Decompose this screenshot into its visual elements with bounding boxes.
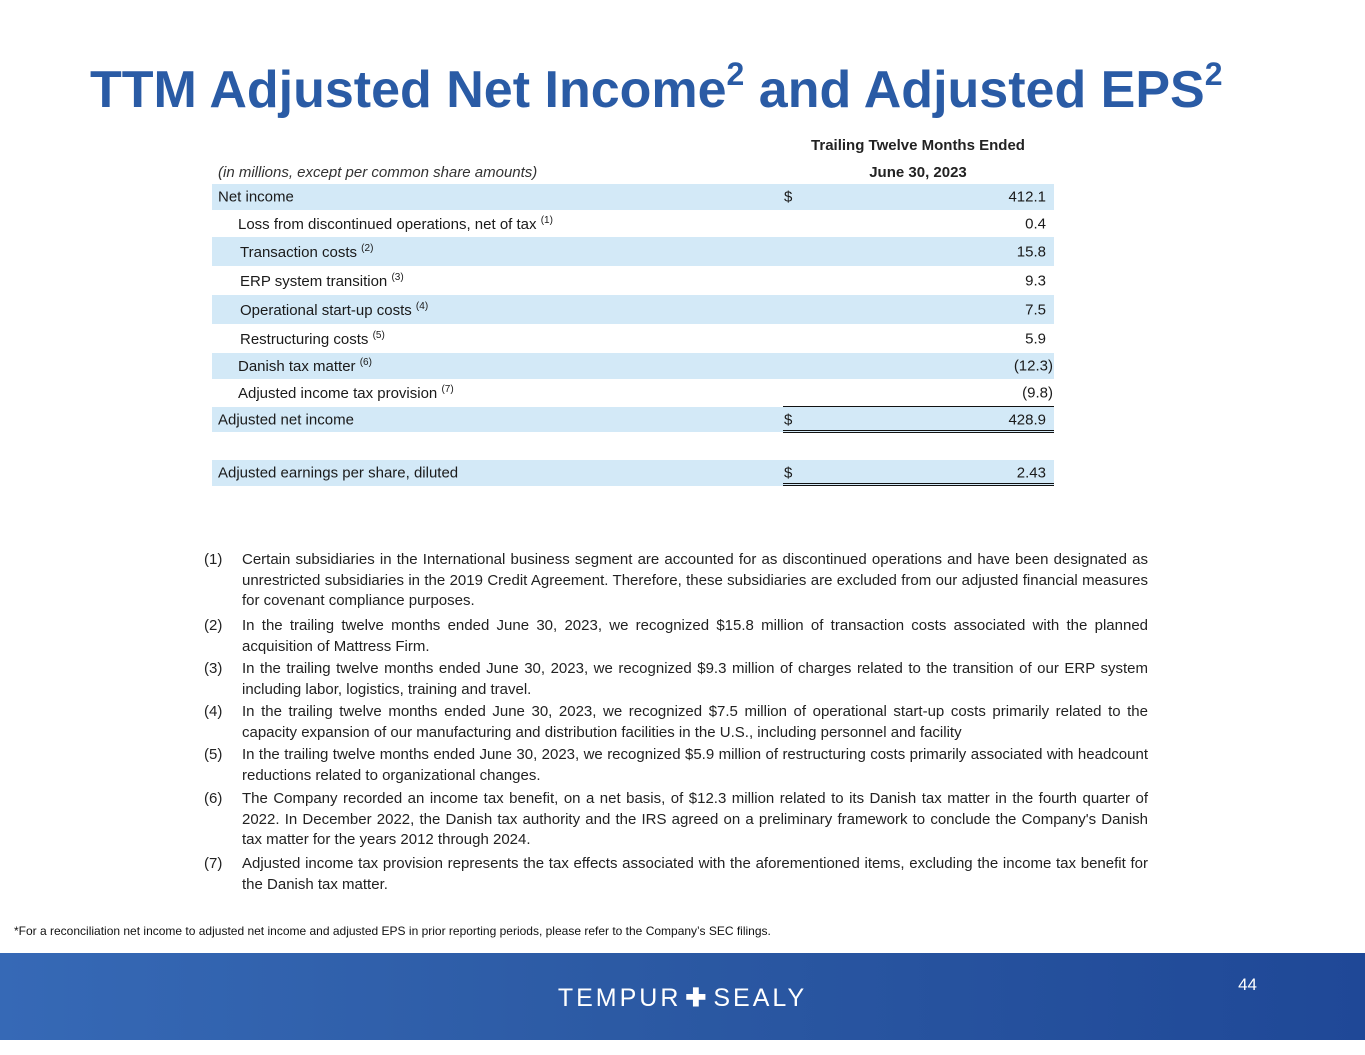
table-row: [212, 407, 1054, 432]
table-row: [212, 295, 1054, 324]
title-superscript: 2: [726, 56, 745, 92]
row-value: 2.43: [1016, 464, 1046, 482]
row-value: 7.5: [1025, 301, 1046, 318]
footnote-item: [204, 550, 1148, 612]
row-label: Adjusted earnings per share, diluted: [218, 464, 459, 482]
row-label: Net income: [218, 188, 294, 206]
table-row: [212, 353, 1054, 379]
row-value: (12.3): [1013, 357, 1053, 375]
table-row: [212, 237, 1054, 266]
row-footnote-ref: (2): [361, 242, 374, 254]
page-number: 44: [1238, 975, 1257, 994]
footnote-text: Adjusted income tax provision represents the tax effects associated with the aforementioned items, excluding the income tax benefit for the Danish tax matter.: [242, 855, 1148, 893]
table-row: [212, 266, 1054, 295]
table-row: [212, 210, 1054, 237]
footnote-item: [204, 659, 1148, 700]
currency-symbol: $: [784, 188, 793, 206]
table-row: [212, 379, 1054, 406]
sec-filings-footnote: *For a reconciliation net income to adjusted net income and adjusted EPS in prior reporting periods, please refer to the Company’s SEC filings.: [14, 924, 771, 938]
row-label: Restructuring costs $^{(5)}$: [240, 329, 385, 348]
row-label: Transaction costs $^{(2)}$: [240, 242, 374, 261]
row-footnote-ref: (5): [372, 329, 385, 341]
row-value: 5.9: [1025, 330, 1046, 347]
total-double-rule: [783, 430, 1054, 433]
row-value: 412.1: [1008, 188, 1046, 206]
footnote-text: In the trailing twelve months ended June 30, 2023, we recognized $7.5 million of operational start-up costs primarily related to the capacity expansion of our manufacturing and distribution facilities in the U.S., including personnel and facility: [242, 703, 1148, 741]
row-footnote-ref: (1): [540, 214, 553, 226]
slide-title: [90, 56, 1223, 119]
currency-symbol: $: [784, 464, 793, 482]
row-value: 0.4: [1025, 215, 1046, 232]
row-footnote-ref: (6): [359, 357, 372, 368]
currency-symbol: $: [784, 411, 793, 428]
footnote-item: [204, 789, 1148, 851]
footer-margin: [0, 1040, 1365, 1055]
footnote-number: (4): [204, 703, 223, 720]
footnote-item: [204, 854, 1148, 895]
title-mid: and Adjusted EPS: [744, 61, 1205, 119]
row-value: (9.8): [1022, 384, 1053, 401]
row-footnote-ref: (7): [441, 383, 454, 395]
table-row: [212, 184, 1054, 210]
footnote-number: (7): [204, 855, 223, 872]
row-value: 15.8: [1016, 243, 1046, 260]
footnote-number: (6): [204, 790, 223, 807]
row-footnote-ref: (3): [391, 271, 404, 283]
footnote-text: In the trailing twelve months ended June 30, 2023, we recognized $15.8 million of transaction costs associated with the planned acquisition of Mattress Firm.: [242, 617, 1148, 655]
row-value: 9.3: [1025, 272, 1046, 289]
footer-bar: [0, 953, 1365, 1040]
row-label: Loss from discontinued operations, net of tax $^{(1)}$: [238, 214, 553, 233]
footnote-number: (3): [204, 660, 223, 677]
footnote-number: (5): [204, 746, 223, 763]
footnote-item: [204, 616, 1148, 657]
footnote-text: Certain subsidiaries in the International business segment are accounted for as discontinued operations and have been designated as unrestricted subsidiaries in the 2019 Credit Agreement. Therefore, these subsidiaries are excluded from our adjusted financial measures for covenant compliance purposes.: [242, 551, 1148, 609]
row-label: Adjusted net income: [218, 411, 354, 428]
footnote-text: In the trailing twelve months ended June 30, 2023, we recognized $9.3 million of charges related to the transition of our ERP system including labor, logistics, training and travel.: [242, 660, 1148, 698]
table-row: [212, 324, 1054, 353]
footnote-item: [204, 745, 1148, 786]
column-header-date: June 30, 2023: [869, 164, 967, 181]
row-label: ERP system transition $^{(3)}$: [240, 271, 404, 290]
title-superscript: 2: [1204, 56, 1223, 92]
row-value: 428.9: [1008, 411, 1046, 428]
footnote-text: In the trailing twelve months ended June 30, 2023, we recognized $5.9 million of restructuring costs primarily associated with headcount reductions related to organizational changes.: [242, 746, 1148, 784]
row-label: Danish tax matter $^{(6)}$: [238, 357, 372, 375]
footnote-number: (2): [204, 617, 223, 634]
footnote-number: (1): [204, 551, 223, 568]
footnote-item: [204, 702, 1148, 743]
tempur-sealy-logo: TEMPUR ✚ SEALY: [557, 984, 808, 1012]
row-footnote-ref: (4): [415, 300, 429, 312]
units-note: (in millions, except per common share amounts): [218, 164, 538, 181]
total-double-rule: [783, 483, 1054, 486]
column-header-period: Trailing Twelve Months Ended: [811, 137, 1025, 154]
footnote-text: The Company recorded an income tax benefit, on a net basis, of $12.3 million related to its Danish tax matter in the fourth quarter of 2022. In December 2022, the Danish tax authority and the IRS agreed on a preliminary framework to conclude the Company's Danish tax matter for the years 2012 through 2024.: [242, 790, 1148, 848]
row-label: Adjusted income tax provision $^{(7)}$: [238, 383, 454, 402]
title-main: TTM Adjusted Net Income: [90, 61, 727, 119]
row-label: Operational start-up costs $^{(4)}$: [240, 300, 429, 319]
cross-icon: ✚: [685, 984, 710, 1012]
